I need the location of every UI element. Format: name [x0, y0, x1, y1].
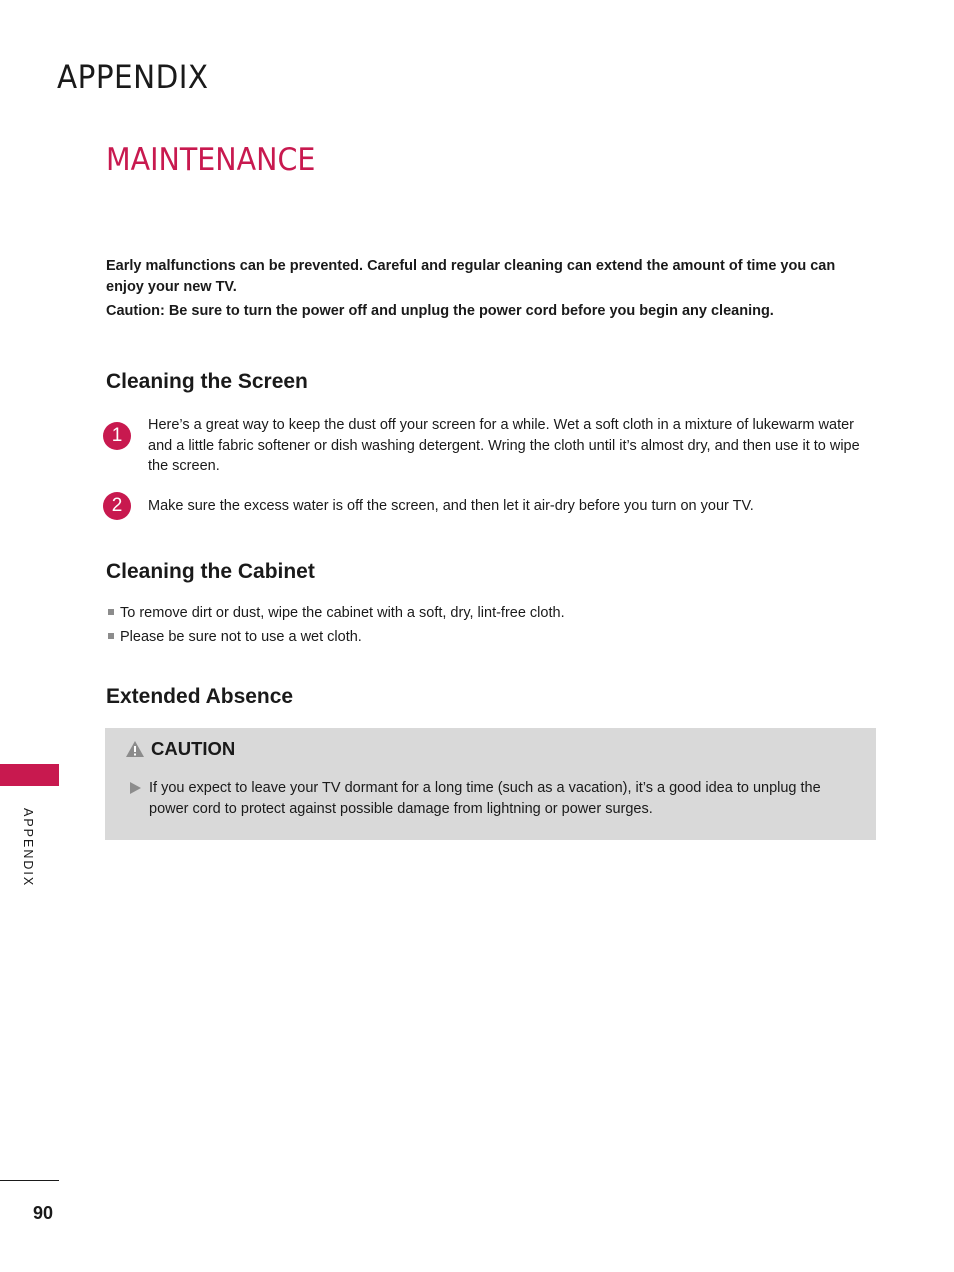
warning-triangle-icon	[125, 740, 145, 758]
step-1-text: Here’s a great way to keep the dust off your screen for a while. Wet a soft cloth in a mixture of lukewarm water and a little fabric softener or dish washing detergent. Wring the cloth until it’s almost dry, and then use it to wipe the screen.	[148, 417, 860, 474]
list-item	[108, 629, 362, 645]
heading-cleaning-screen: Cleaning the Screen	[106, 370, 308, 393]
page-number: 90	[33, 1203, 54, 1223]
caution-label: CAUTION	[151, 738, 236, 759]
page-title: MAINTENANCE	[106, 142, 316, 178]
triangle-arrow-icon	[130, 782, 141, 794]
intro-caution: Caution: Be sure to turn the power off and unplug the power cord before you begin any cleaning.	[106, 303, 774, 319]
heading-cleaning-cabinet: Cleaning the Cabinet	[106, 560, 315, 583]
square-bullet-icon	[108, 633, 114, 639]
side-tab-marker	[0, 764, 59, 786]
step-2-text: Make sure the excess water is off the screen, and then let it air-dry before you turn on your TV.	[148, 498, 754, 514]
list-item	[108, 605, 565, 621]
caution-header	[125, 738, 235, 760]
step-2-number: 2	[103, 492, 131, 520]
bullet-text: To remove dirt or dust, wipe the cabinet with a soft, dry, lint-free cloth.	[120, 605, 565, 621]
intro-paragraph: Early malfunctions can be prevented. Careful and regular cleaning can extend the amount of time you can enjoy your new TV.	[106, 258, 836, 295]
bullet-text: Please be sure not to use a wet cloth.	[120, 629, 362, 645]
caution-text: If you expect to leave your TV dormant for a long time (such as a vacation), it’s a good idea to unplug the power cord to protect against possible damage from lightning or power surges.	[149, 780, 821, 817]
step-1-number: 1	[103, 422, 131, 450]
footer-divider	[0, 1180, 59, 1181]
section-title: APPENDIX	[57, 58, 209, 96]
side-section-label: APPENDIX	[21, 808, 35, 888]
heading-extended-absence: Extended Absence	[106, 685, 294, 708]
square-bullet-icon	[108, 609, 114, 615]
